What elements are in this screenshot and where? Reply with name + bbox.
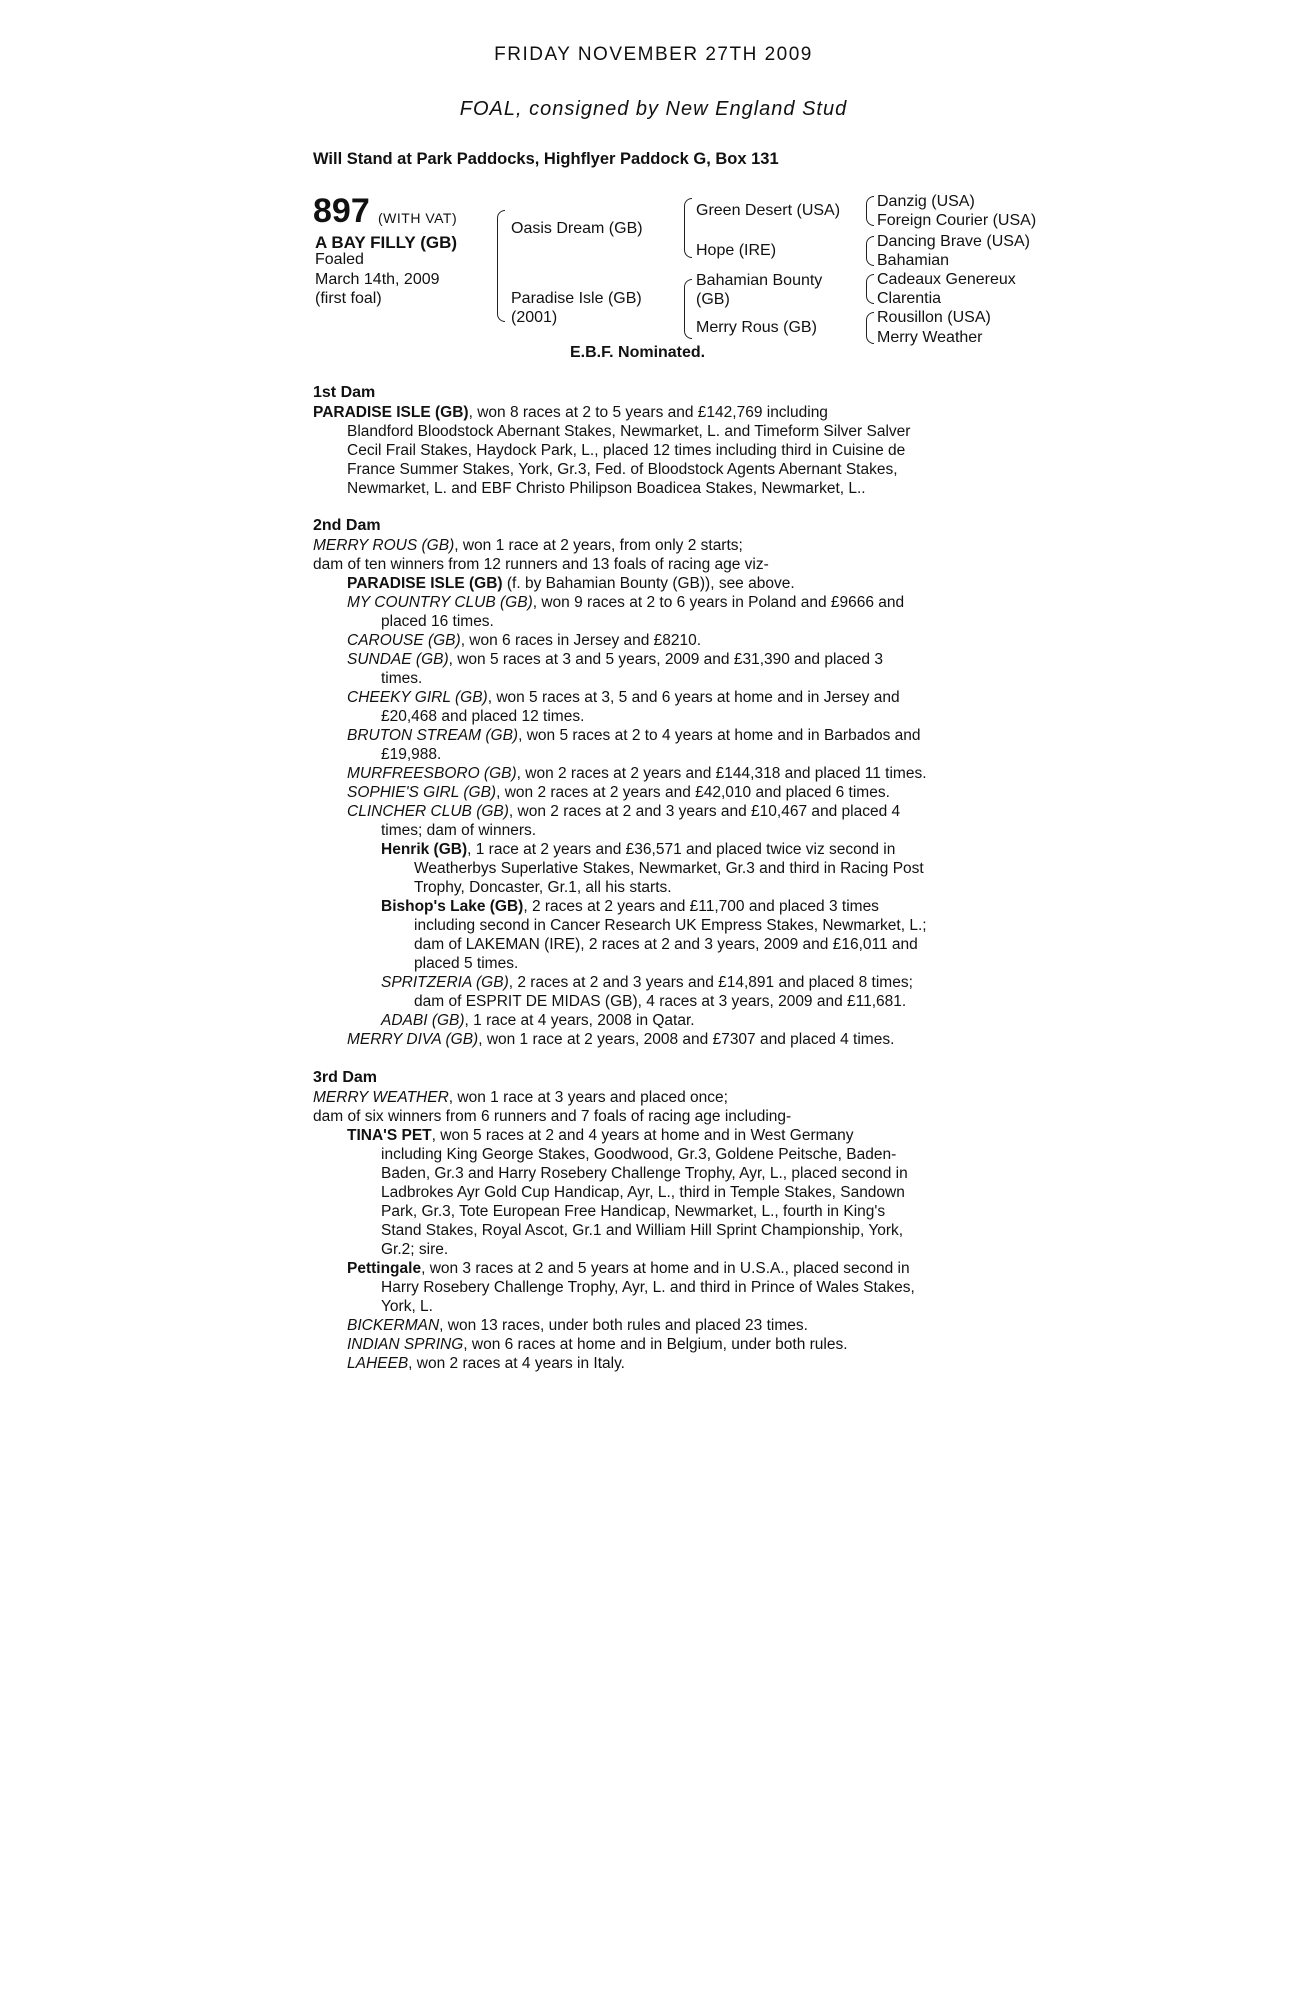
- produce-name: BICKERMAN: [347, 1317, 440, 1334]
- produce-line: [347, 726, 1027, 745]
- second-dam-title: 2nd Dam: [313, 517, 381, 534]
- gen3-brace-1: [866, 196, 874, 226]
- produce-text: , won 5 races at 3 and 5 years, 2009 and £31,390 and placed 3: [448, 651, 883, 668]
- third-dam-won: won 1 race at 3 years and placed once;: [457, 1089, 728, 1106]
- horse-name: A BAY FILLY (GB): [315, 233, 458, 252]
- produce-line: Stand Stakes, Royal Ascot, Gr.1 and William Hill Sprint Championship, York,: [381, 1222, 904, 1239]
- produce-name: BRUTON STREAM (GB): [347, 727, 519, 744]
- produce-text: , won 2 races at 4 years in Italy.: [408, 1355, 625, 1372]
- gen3-brace-3: [866, 274, 874, 304]
- produce-line: Park, Gr.3, Tote European Free Handicap, Newmarket, L., fourth in King's: [381, 1203, 886, 1220]
- dam: Paradise Isle (GB): [511, 290, 642, 307]
- produce-line: [347, 1030, 1027, 1049]
- produce-text: (f. by Bahamian Bounty (GB)), see above.: [502, 575, 795, 592]
- first-dam-line: PARADISE ISLE (GB), won 8 races at 2 to 5 years and £142,769 including: [313, 404, 828, 421]
- produce-text: , won 9 races at 2 to 6 years in Poland and £9666 and: [532, 594, 905, 611]
- produce-line: placed 16 times.: [381, 613, 494, 630]
- produce-line: including second in Cancer Research UK Empress Stakes, Newmarket, L.;: [414, 917, 927, 934]
- produce-line: [381, 1011, 1061, 1030]
- produce-line: [347, 688, 1027, 707]
- produce-name: TINA'S PET: [347, 1127, 432, 1144]
- produce-line: [347, 783, 1027, 802]
- produce-line: Weatherbys Superlative Stakes, Newmarket, Gr.3 and third in Racing Post: [414, 860, 924, 877]
- produce-text: , won 3 races at 2 and 5 years at home and in U.S.A., placed second in: [421, 1260, 910, 1277]
- produce-line: dam of ESPRIT DE MIDAS (GB), 4 races at 3 years, 2009 and £11,681.: [414, 993, 907, 1010]
- produce-text: , won 5 races at 2 and 4 years at home and in West Germany: [431, 1127, 854, 1144]
- first-dam-title: 1st Dam: [313, 384, 376, 401]
- foaled-label: Foaled: [315, 251, 364, 268]
- ebf-nominated: E.B.F. Nominated.: [570, 344, 706, 361]
- produce-text: , won 6 races at home and in Belgium, under both rules.: [463, 1336, 848, 1353]
- produce-line: [347, 1335, 1027, 1354]
- dam-dam-sire: Rousillon (USA): [877, 309, 991, 326]
- produce-text: , won 5 races at 2 to 4 years at home and in Barbados and: [518, 727, 921, 744]
- produce-name: ADABI (GB): [381, 1012, 465, 1029]
- produce-text: , won 2 races at 2 years and £42,010 and placed 6 times.: [496, 784, 890, 801]
- produce-line: Gr.2; sire.: [381, 1241, 449, 1258]
- produce-line: [347, 764, 1027, 783]
- produce-name: SPRITZERIA (GB): [381, 974, 509, 991]
- produce-line: [381, 973, 1061, 992]
- sale-date: FRIDAY NOVEMBER 27TH 2009: [494, 44, 813, 65]
- dam-dam: Merry Rous (GB): [696, 319, 817, 336]
- produce-name: SUNDAE (GB): [347, 651, 449, 668]
- third-dam-dam-of: dam of six winners from 6 runners and 7 foals of racing age including-: [313, 1108, 792, 1125]
- produce-line: Harry Rosebery Challenge Trophy, Ayr, L. and third in Prince of Wales Stakes,: [381, 1279, 915, 1296]
- sire-dam-dam: Bahamian: [877, 252, 950, 269]
- sire-dam-sire: Dancing Brave (USA): [877, 233, 1030, 250]
- produce-line: dam of LAKEMAN (IRE), 2 races at 2 and 3 years, 2009 and £16,011 and: [414, 936, 918, 953]
- produce-name: Pettingale: [347, 1260, 422, 1277]
- second-dam-name: MERRY ROUS (GB): [313, 537, 455, 554]
- produce-name: Henrik (GB): [381, 841, 468, 858]
- produce-line: £19,988.: [381, 746, 442, 763]
- first-dam-line: Blandford Bloodstock Abernant Stakes, Newmarket, L. and Timeform Silver Salver: [347, 423, 911, 440]
- first-dam-line: Newmarket, L. and EBF Christo Philipson Boadicea Stakes, Newmarket, L..: [347, 480, 866, 497]
- third-dam-line: MERRY WEATHER, won 1 race at 3 years and placed once;: [313, 1089, 728, 1106]
- second-dam-won: won 1 race at 2 years, from only 2 starts;: [462, 537, 743, 554]
- sire-sire-dam: Foreign Courier (USA): [877, 212, 1037, 229]
- produce-line: [347, 1126, 1027, 1145]
- dam-line-brace: [684, 279, 692, 339]
- first-dam-name: PARADISE ISLE (GB): [313, 404, 469, 421]
- produce-text: , 2 races at 2 and 3 years and £14,891 and placed 8 times;: [508, 974, 913, 991]
- produce-name: LAHEEB: [347, 1355, 409, 1372]
- dam-sire-country: (GB): [696, 291, 730, 308]
- produce-line: [347, 1354, 1027, 1373]
- vat-note: (WITH VAT): [378, 210, 458, 226]
- produce-name: CLINCHER CLUB (GB): [347, 803, 509, 820]
- sire: Oasis Dream (GB): [511, 220, 643, 237]
- produce-line: placed 5 times.: [414, 955, 519, 972]
- produce-name: MERRY DIVA (GB): [347, 1031, 479, 1048]
- produce-name: CAROUSE (GB): [347, 632, 461, 649]
- sire-dam-brace: [497, 210, 505, 322]
- third-dam-title: 3rd Dam: [313, 1069, 378, 1086]
- produce-line: [381, 897, 1061, 916]
- produce-text: , 1 race at 2 years and £36,571 and placed twice viz second in: [467, 841, 896, 858]
- produce-line: [347, 1259, 1027, 1278]
- sire-dam: Hope (IRE): [696, 242, 777, 259]
- produce-name: MY COUNTRY CLUB (GB): [347, 594, 533, 611]
- produce-line: [347, 802, 1027, 821]
- dam-sire: Bahamian Bounty: [696, 272, 823, 289]
- produce-text: , won 2 races at 2 years and £144,318 and placed 11 times.: [516, 765, 927, 782]
- produce-line: Trophy, Doncaster, Gr.1, all his starts.: [414, 879, 672, 896]
- produce-line: Baden, Gr.3 and Harry Rosebery Challenge Trophy, Ayr, L., placed second in: [381, 1165, 908, 1182]
- produce-text: , won 13 races, under both rules and placed 23 times.: [439, 1317, 808, 1334]
- produce-text: , 1 race at 4 years, 2008 in Qatar.: [464, 1012, 695, 1029]
- gen3-brace-2: [866, 236, 874, 266]
- gen3-brace-4: [866, 312, 874, 344]
- produce-line: Ladbrokes Ayr Gold Cup Handicap, Ayr, L., third in Temple Stakes, Sandown: [381, 1184, 905, 1201]
- produce-line: [347, 574, 1027, 593]
- lot-number: 897: [313, 192, 370, 230]
- first-dam-line: France Summer Stakes, York, Gr.3, Fed. of Bloodstock Agents Abernant Stakes,: [347, 461, 898, 478]
- consignor-line: FOAL, consigned by New England Stud: [459, 98, 848, 120]
- produce-name: MURFREESBORO (GB): [347, 765, 517, 782]
- produce-text: , won 1 race at 2 years, 2008 and £7307 and placed 4 times.: [478, 1031, 895, 1048]
- produce-line: York, L.: [381, 1298, 433, 1315]
- sire-line-brace: [684, 198, 692, 258]
- produce-name: Bishop's Lake (GB): [381, 898, 524, 915]
- produce-line: including King George Stakes, Goodwood, Gr.3, Goldene Peitsche, Baden-: [381, 1146, 897, 1163]
- sire-sire-sire: Danzig (USA): [877, 193, 975, 210]
- first-dam-line: Cecil Frail Stakes, Haydock Park, L., placed 12 times including third in Cuisine de: [347, 442, 906, 459]
- produce-text: , won 2 races at 2 and 3 years and £10,467 and placed 4: [508, 803, 901, 820]
- second-dam-dam-of: dam of ten winners from 12 runners and 13 foals of racing age viz-: [313, 556, 769, 573]
- dam-year: (2001): [511, 309, 558, 326]
- produce-name: CHEEKY GIRL (GB): [347, 689, 488, 706]
- produce-name: INDIAN SPRING: [347, 1336, 464, 1353]
- produce-line: [347, 631, 1027, 650]
- produce-text: , 2 races at 2 years and £11,700 and placed 3 times: [523, 898, 879, 915]
- first-dam-text: won 8 races at 2 to 5 years and £142,769 including: [477, 404, 828, 421]
- produce-name: PARADISE ISLE (GB): [347, 575, 503, 592]
- produce-text: , won 5 races at 3, 5 and 6 years at home and in Jersey and: [487, 689, 900, 706]
- foal-note: (first foal): [315, 290, 382, 307]
- produce-line: £20,468 and placed 12 times.: [381, 708, 585, 725]
- produce-line: [347, 1316, 1027, 1335]
- produce-line: [347, 650, 1027, 669]
- produce-line: [347, 593, 1027, 612]
- produce-name: SOPHIE'S GIRL (GB): [347, 784, 497, 801]
- sire-sire: Green Desert (USA): [696, 202, 841, 219]
- produce-text: , won 6 races in Jersey and £8210.: [460, 632, 702, 649]
- dam-dam-dam: Merry Weather: [877, 329, 983, 346]
- produce-line: times.: [381, 670, 423, 687]
- stand-location: Will Stand at Park Paddocks, Highflyer Paddock G, Box 131: [313, 150, 779, 168]
- dam-sire-sire: Cadeaux Genereux: [877, 271, 1016, 288]
- produce-line: times; dam of winners.: [381, 822, 537, 839]
- third-dam-name: MERRY WEATHER: [313, 1089, 449, 1106]
- dam-sire-dam: Clarentia: [877, 290, 942, 307]
- second-dam-line: MERRY ROUS (GB), won 1 race at 2 years, from only 2 starts;: [313, 537, 743, 554]
- foaled-date: March 14th, 2009: [315, 271, 440, 288]
- produce-line: [381, 840, 1061, 859]
